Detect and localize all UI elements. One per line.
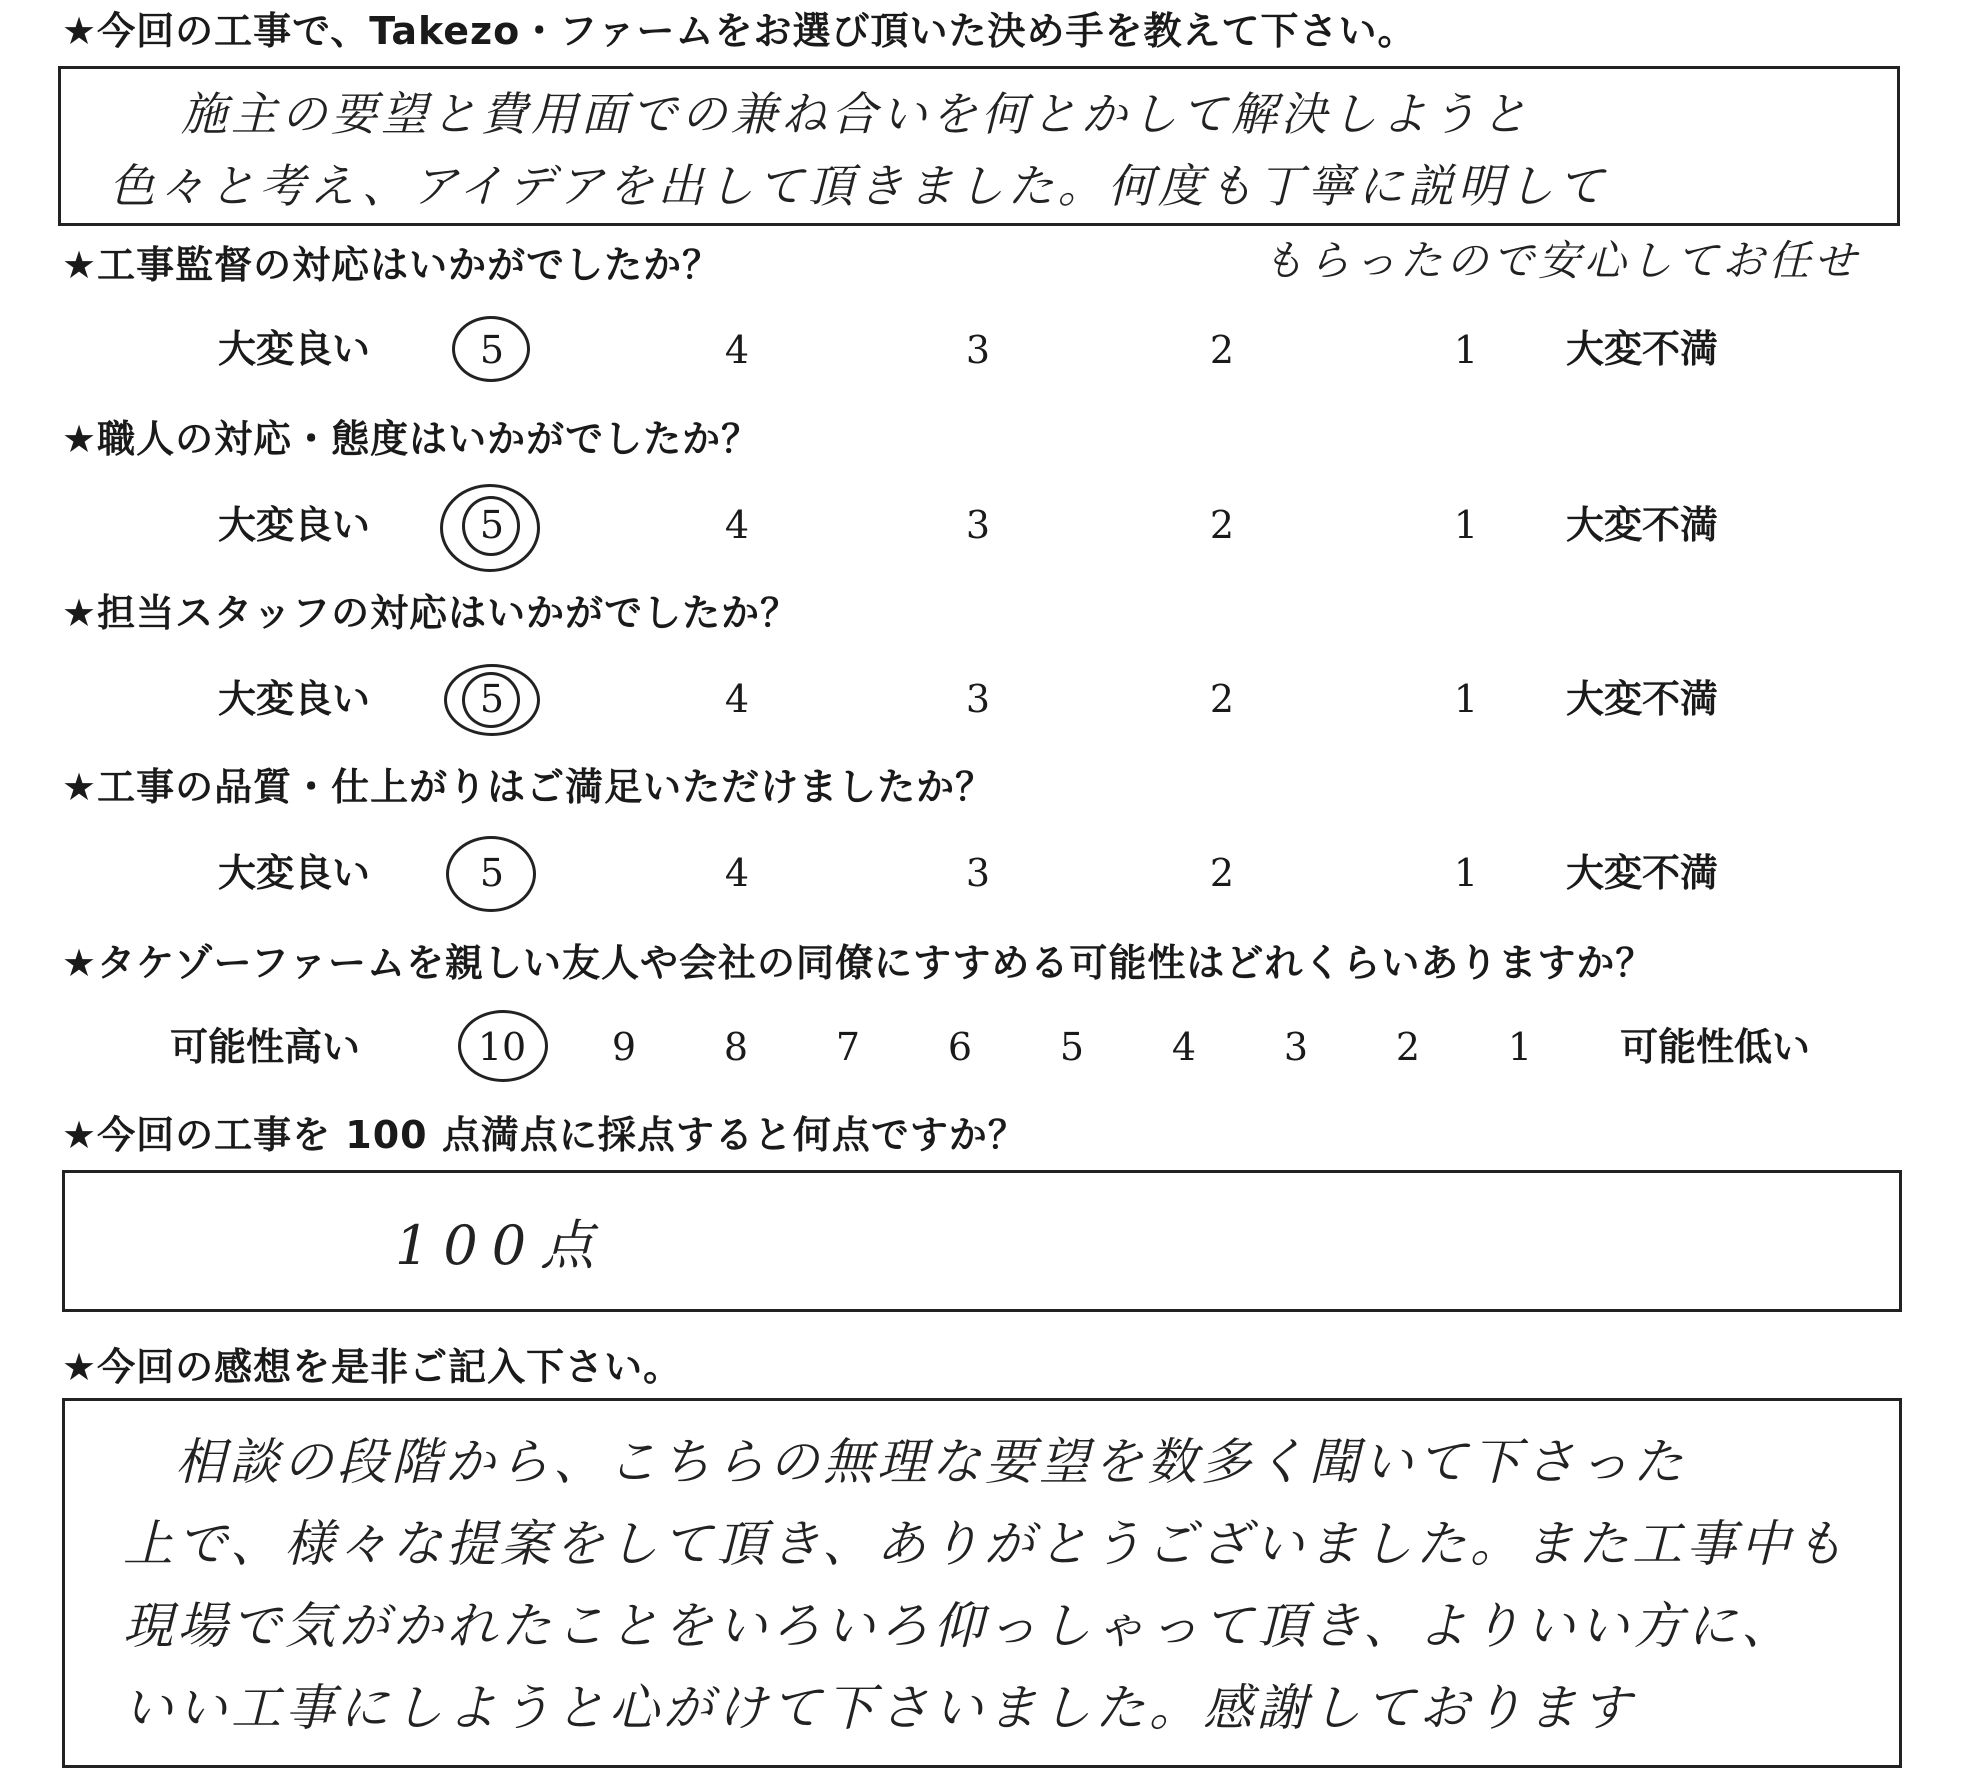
rating-option[interactable]: 4 [724,677,750,721]
question-7-answer-box [62,1170,1902,1312]
scale-low-label: 大変不満 [1566,851,1719,895]
rating-option[interactable]: 4 [724,851,750,895]
rating-option[interactable]: 4 [1171,1025,1197,1069]
rating-option[interactable]: 1 [1453,328,1479,372]
rating-option[interactable]: 3 [965,851,991,895]
selected-rating-circle [446,836,536,912]
question-6-label: ★タケゾーファームを親しい友人や会社の同僚にすすめる可能性はどれくらいありますか？ [62,941,1655,985]
scale-high-label: 大変良い [218,851,371,895]
question-3-label: ★職人の対応・態度はいかがでしたか？ [62,417,761,461]
question-1-answer-line: もらったので安心してお任せ [1262,236,1861,285]
question-1-answer-line: 色々と考え、アイデアを出して頂きました。何度も丁寧に説明して [109,159,1608,213]
question-8-answer-line: 相談の段階から、こちらの無理な要望を数多く聞いて下さった [175,1433,1687,1491]
scale-high-label: 大変良い [218,677,371,721]
rating-option[interactable]: 2 [1209,503,1235,547]
question-1-answer-box [58,66,1900,226]
rating-option[interactable]: 2 [1209,851,1235,895]
scale-high-label: 可能性高い [170,1025,361,1069]
scale-low-label: 可能性低い [1620,1025,1811,1069]
rating-option[interactable]: 7 [835,1025,861,1069]
rating-option[interactable]: 3 [965,503,991,547]
scale-high-label: 大変良い [218,327,371,371]
question-7-answer: 100点 [395,1214,609,1277]
selected-rating-circle [458,1010,548,1082]
question-4-label: ★担当スタッフの対応はいかがでしたか？ [62,591,800,635]
rating-option[interactable]: 5 [1059,1025,1085,1069]
rating-option[interactable]: 4 [724,503,750,547]
rating-option[interactable]: 2 [1209,677,1235,721]
question-8-answer-box [62,1398,1902,1768]
rating-option[interactable]: 3 [965,677,991,721]
scale-low-label: 大変不満 [1566,503,1719,547]
scale-low-label: 大変不満 [1566,327,1719,371]
question-1-answer-line: 施主の要望と費用面での兼ね合いを何とかして解決しようと [181,87,1531,141]
selected-rating-inner-circle [462,496,520,556]
rating-option[interactable]: 1 [1453,677,1479,721]
scale-high-label: 大変良い [218,503,371,547]
rating-option[interactable]: 1 [1507,1025,1533,1069]
question-8-answer-line: いい工事にしようと心がけて下さいました。感謝しております [123,1679,1635,1737]
rating-option[interactable]: 5 [479,677,505,721]
scale-low-label: 大変不満 [1566,677,1719,721]
rating-option[interactable]: 2 [1209,328,1235,372]
rating-option[interactable]: 5 [479,503,505,547]
selected-rating-circle [452,316,530,382]
rating-option[interactable]: 3 [1283,1025,1309,1069]
rating-option[interactable]: 4 [724,328,750,372]
rating-option[interactable]: 5 [479,851,505,895]
rating-option[interactable]: 5 [479,328,505,372]
rating-option[interactable]: 2 [1395,1025,1421,1069]
question-7-label: ★今回の工事を 100 点満点に採点すると何点ですか？ [62,1113,1027,1157]
rating-option[interactable]: 3 [965,328,991,372]
question-8-answer-line: 上で、様々な提案をして頂き、ありがとうございました。また工事中も [123,1515,1848,1573]
rating-option[interactable]: 1 [1453,851,1479,895]
question-2-label: ★工事監督の対応はいかがでしたか？ [62,243,722,287]
question-1-label: ★今回の工事で、Takezo・ファームをお選び頂いた決め手を教えて下さい。 [62,9,1417,53]
rating-option[interactable]: 8 [723,1025,749,1069]
question-8-answer-line: 現場で気がかれたことをいろいろ仰っしゃって頂き、よりいい方に、 [123,1597,1795,1655]
selected-rating-inner-circle [462,672,520,728]
rating-option[interactable]: 10 [477,1025,527,1069]
question-5-label: ★工事の品質・仕上がりはご満足いただけましたか？ [62,765,995,809]
rating-option[interactable]: 1 [1453,503,1479,547]
rating-option[interactable]: 9 [611,1025,637,1069]
question-8-label: ★今回の感想を是非ご記入下さい。 [62,1345,683,1389]
rating-option[interactable]: 6 [947,1025,973,1069]
